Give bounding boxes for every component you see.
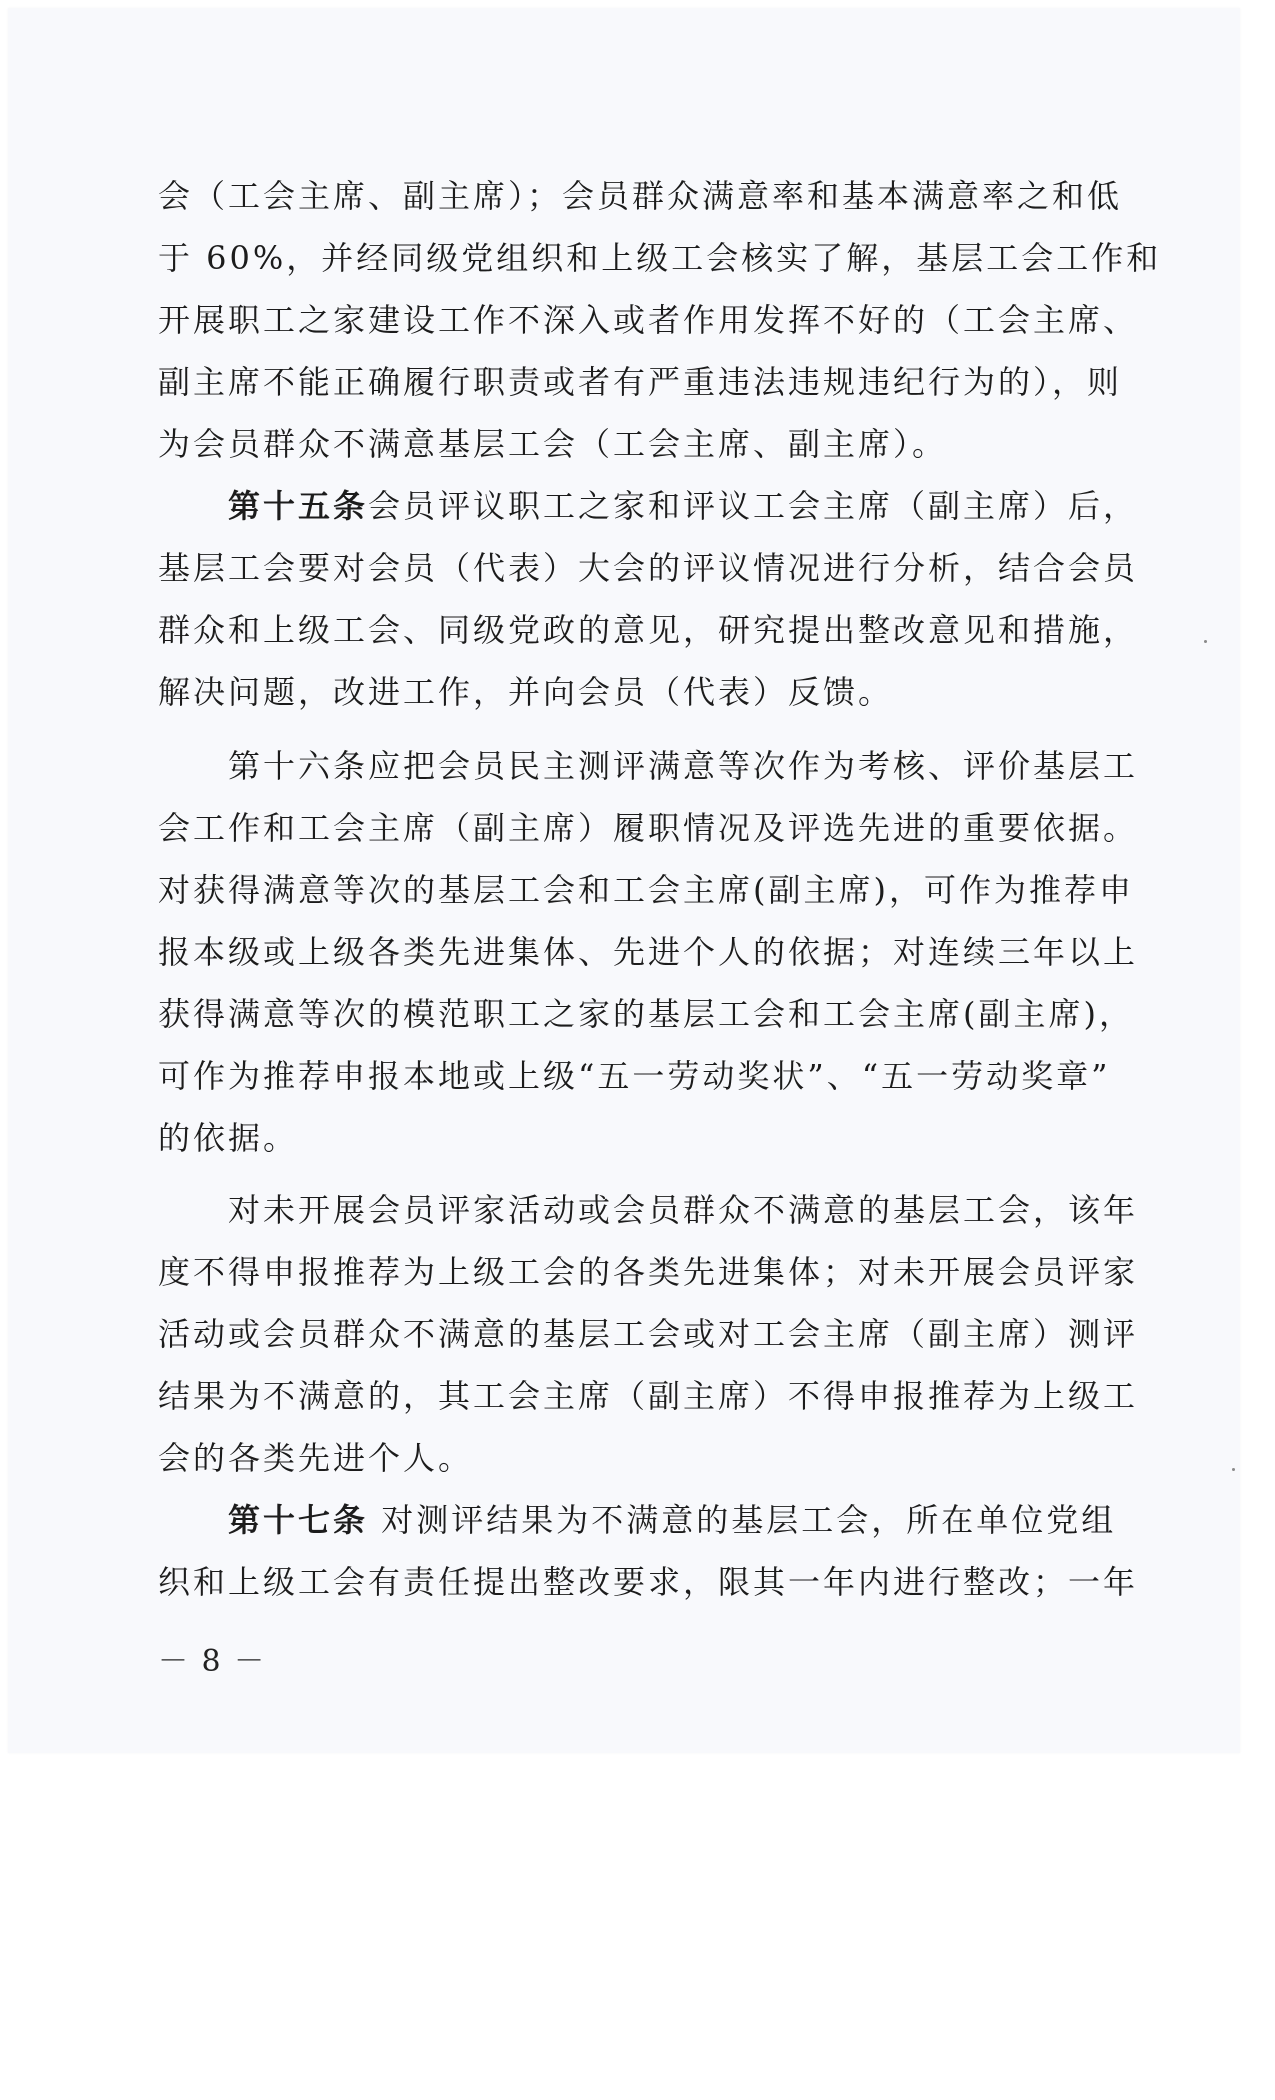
article-15-paragraph-start xyxy=(228,484,1138,528)
scan-speck xyxy=(1204,640,1207,643)
text-line: 于 60%，并经同级党组织和上级工会核实了解，基层工会工作和 xyxy=(158,239,1162,277)
text-line: 获得满意等次的模范职工之家的基层工会和工会主席(副主席)， xyxy=(158,995,1134,1033)
text-line: 解决问题，改进工作，并向会员（代表）反馈。 xyxy=(158,673,894,711)
article-15-label: 第十五条 xyxy=(228,487,369,525)
article-17-paragraph-start xyxy=(228,1498,1116,1542)
text-line: 可作为推荐申报本地或上级“五一劳动奖状”、“五一劳动奖章” xyxy=(158,1057,1111,1095)
text-line: 群众和上级工会、同级党政的意见，研究提出整改意见和措施， xyxy=(158,611,1139,649)
text-line: 副主席不能正确履行职责或者有严重违法违规违纪行为的），则 xyxy=(158,363,1123,401)
article-17-label: 第十七条 xyxy=(228,1501,369,1539)
text-line: 为会员群众不满意基层工会（工会主席、副主席）。 xyxy=(158,425,948,463)
text-line: 报本级或上级各类先进集体、先进个人的依据；对连续三年以上 xyxy=(158,933,1139,971)
article-16-paragraph-start: 第十六条应把会员民主测评满意等次作为考核、评价基层工 xyxy=(228,747,1139,785)
text-line: 基层工会要对会员（代表）大会的评议情况进行分析，结合会员 xyxy=(158,549,1139,587)
text-line: 结果为不满意的，其工会主席（副主席）不得申报推荐为上级工 xyxy=(158,1377,1139,1415)
text-line: 织和上级工会有责任提出整改要求，限其一年内进行整改；一年 xyxy=(158,1563,1139,1601)
text-line: 会员评议职工之家和评议工会主席（副主席）后， xyxy=(368,487,1139,525)
text-line: 对获得满意等次的基层工会和工会主席(副主席)，可作为推荐申 xyxy=(158,871,1134,909)
text-line: 会（工会主席、副主席）；会员群众满意率和基本满意率之和低 xyxy=(158,177,1123,215)
text-line: 会的各类先进个人。 xyxy=(158,1439,474,1477)
page-number: － 8 － xyxy=(158,1644,267,1679)
scan-speck xyxy=(1232,1468,1235,1471)
text-line: 活动或会员群众不满意的基层工会或对工会主席（副主席）测评 xyxy=(158,1315,1139,1353)
text-line: 的依据。 xyxy=(158,1119,299,1157)
paragraph-start: 对未开展会员评家活动或会员群众不满意的基层工会，该年 xyxy=(228,1191,1139,1229)
text-line: 度不得申报推荐为上级工会的各类先进集体；对未开展会员评家 xyxy=(158,1253,1139,1291)
text-line: 对测评结果为不满意的基层工会，所在单位党组 xyxy=(381,1501,1117,1539)
text-line: 会工作和工会主席（副主席）履职情况及评选先进的重要依据。 xyxy=(158,809,1139,847)
text-line: 开展职工之家建设工作不深入或者作用发挥不好的（工会主席、 xyxy=(158,301,1139,339)
